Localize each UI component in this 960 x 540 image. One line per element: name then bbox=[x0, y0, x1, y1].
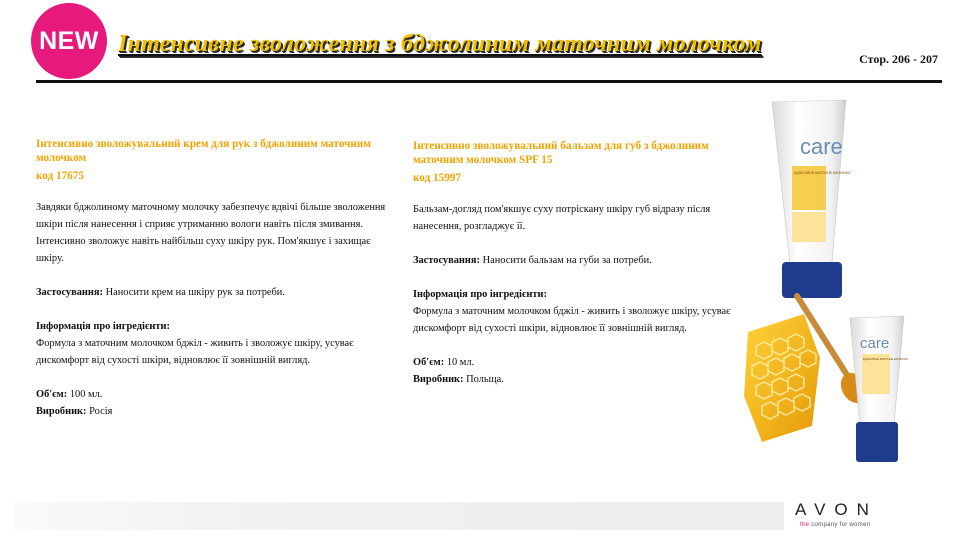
hand-cream-tube bbox=[772, 100, 851, 298]
tube-brand: care bbox=[800, 134, 843, 159]
page-numbers: Стор. 206 - 207 bbox=[859, 52, 938, 66]
ingredients-text: Формула з маточним молочком бджіл - живить і зволожує шкіру, усуває дискомфорт від сухості шкіри, відновлює її зовнішній вигляд. bbox=[413, 306, 731, 334]
avon-logo: AVON bbox=[795, 500, 878, 519]
product-name: Інтенсивно зволожувальний крем для рук з бджолиним маточним молочком bbox=[36, 138, 371, 164]
volume-value: 10 мл. bbox=[446, 357, 475, 368]
maker-label: Виробник: bbox=[413, 374, 464, 385]
ingredients-label: Інформація про інгредієнти: bbox=[413, 289, 547, 300]
volume-line bbox=[413, 354, 738, 371]
maker-line bbox=[413, 371, 738, 388]
product-description: Завдяки бджолиному маточному молочку забезпечує вдвічі більше зволоження шкіри після нанесення і сприяє утриманню вологи навіть після змивання. Інтенсивно зволожує навіть найбільш суху шкіру рук. Пом'якшує і захищає шкіру. bbox=[36, 202, 386, 264]
avon-tagline: the company for women bbox=[800, 522, 871, 528]
honeycomb bbox=[744, 314, 820, 442]
usage-line bbox=[36, 284, 391, 301]
volume-label: Об'єм: bbox=[413, 357, 445, 368]
product-column-lip-balm bbox=[413, 139, 738, 388]
usage-label: Застосування: bbox=[413, 255, 480, 266]
usage-text: Наносити бальзам на губи за потреби. bbox=[482, 255, 652, 266]
volume-value: 100 мл. bbox=[69, 389, 103, 400]
footer-bar bbox=[14, 502, 784, 530]
usage-text: Наносити крем на шкіру рук за потреби. bbox=[105, 287, 285, 298]
usage-label: Застосування: bbox=[36, 287, 103, 298]
product-column-hand-cream bbox=[36, 137, 391, 420]
product-code: код 15997 bbox=[413, 172, 461, 184]
tube-brand: care bbox=[860, 335, 890, 352]
product-photo bbox=[742, 96, 910, 466]
product-code: код 17675 bbox=[36, 170, 84, 182]
header-divider bbox=[36, 80, 942, 83]
volume-line bbox=[36, 386, 391, 403]
product-name: Інтенсивно зволожувальний бальзам для губ з бджолиним маточним молочком SPF 15 bbox=[413, 140, 709, 166]
usage-line bbox=[413, 252, 738, 269]
volume-label: Об'єм: bbox=[36, 389, 68, 400]
tube-label: БДЖОЛИНЕ МАТОЧНЕ МОЛОЧКО bbox=[863, 357, 909, 361]
new-badge-label: NEW bbox=[39, 26, 99, 55]
lip-balm-tube bbox=[850, 316, 909, 462]
tube-label: БДЖОЛИНЕ МАТОЧНЕ МОЛОЧКО bbox=[794, 171, 851, 175]
ingredients-text: Формула з маточним молочком бджіл - живить і зволожує шкіру, усуває дискомфорт від сухості шкіри, відновлює її зовнішній вигляд. bbox=[36, 338, 354, 366]
product-description: Бальзам-догляд пом'якшує суху потріскану шкіру губ відразу після нанесення, розгладжує її. bbox=[413, 204, 711, 232]
maker-value: Росія bbox=[89, 406, 113, 417]
maker-line bbox=[36, 403, 391, 420]
page-title: Інтенсивне зволоження з бджолиним маточним молочком bbox=[118, 31, 762, 57]
ingredients-label: Інформація про інгредієнти: bbox=[36, 321, 170, 332]
new-badge bbox=[31, 3, 107, 79]
maker-value: Польща. bbox=[466, 374, 504, 385]
maker-label: Виробник: bbox=[36, 406, 87, 417]
